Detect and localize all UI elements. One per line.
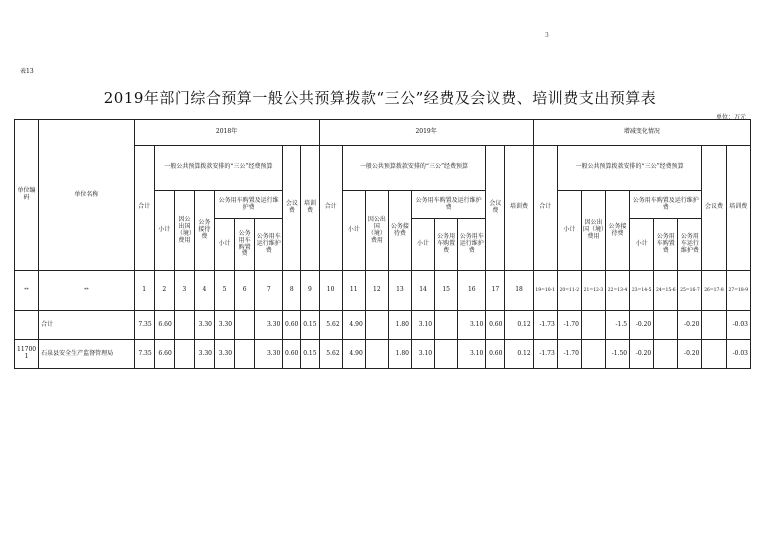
index-cell: 25=16-7 <box>678 271 702 311</box>
value-cell <box>435 340 458 369</box>
index-cell: 4 <box>194 271 214 311</box>
value-cell: -1.50 <box>606 340 630 369</box>
value-cell <box>174 311 194 340</box>
header-2019-vehicle-subtotal: 小计 <box>411 218 434 270</box>
header-change-vehicle-purchase: 公务用车购置费 <box>654 218 678 270</box>
header-2019-vehicle-purchase: 公务用车购置费 <box>435 218 458 270</box>
value-cell: 3.30 <box>255 340 283 369</box>
value-cell: 3.30 <box>255 311 283 340</box>
row-code <box>15 311 39 340</box>
header-2019-reception: 公务接待费 <box>388 191 411 271</box>
value-cell: -0.20 <box>630 311 654 340</box>
header-change-abroad: 因公出国（境）费用 <box>581 191 605 271</box>
header-2019-vehicle: 公务用车购置及运行维护费 <box>411 191 485 219</box>
value-cell: 0.15 <box>301 311 319 340</box>
header-2018-vehicle-purchase: 公务用车购置费 <box>235 218 255 270</box>
value-cell: -1.70 <box>557 311 581 340</box>
header-change-sangong: 一般公共预算拨款安排的“三公”经费预算 <box>557 145 702 191</box>
value-cell: 1.80 <box>388 340 411 369</box>
value-cell <box>435 311 458 340</box>
value-cell: -1.73 <box>533 311 557 340</box>
value-cell: 0.60 <box>486 311 505 340</box>
header-2018-meeting: 会议费 <box>283 145 301 271</box>
header-change-training: 培训费 <box>726 145 750 271</box>
header-2019-sangong: 一般公共预算拨款安排的“三公”经费预算 <box>342 145 486 191</box>
value-cell: 0.60 <box>283 311 301 340</box>
value-cell: 7.35 <box>134 340 154 369</box>
value-cell: 3.30 <box>214 311 234 340</box>
header-year-2018: 2018年 <box>134 120 319 146</box>
value-cell: 3.30 <box>214 340 234 369</box>
index-cell: 6 <box>235 271 255 311</box>
value-cell: 0.60 <box>486 340 505 369</box>
value-cell: -1.70 <box>557 340 581 369</box>
value-cell: -0.03 <box>726 311 750 340</box>
value-cell: 3.30 <box>194 340 214 369</box>
index-cell: 26=17-8 <box>702 271 726 311</box>
index-cell: 11 <box>342 271 365 311</box>
header-2019-total: 合计 <box>319 145 342 271</box>
header-2018-vehicle-subtotal: 小计 <box>214 218 234 270</box>
value-cell <box>235 340 255 369</box>
index-cell: 18 <box>505 271 533 311</box>
page-mark: 3 <box>545 32 549 39</box>
unit-label: 单位：万元 <box>715 114 746 121</box>
table-row <box>15 311 751 340</box>
value-cell <box>654 340 678 369</box>
value-cell <box>654 311 678 340</box>
index-cell: 16 <box>458 271 486 311</box>
value-cell: 5.62 <box>319 311 342 340</box>
header-2019-subtotal: 小计 <box>342 191 365 271</box>
index-cell: 27=18-9 <box>726 271 750 311</box>
index-cell: 15 <box>435 271 458 311</box>
value-cell: 3.10 <box>458 311 486 340</box>
index-cell: 9 <box>301 271 319 311</box>
index-cell: 22=13-4 <box>606 271 630 311</box>
index-cell: 1 <box>134 271 154 311</box>
value-cell <box>365 311 388 340</box>
header-2018-vehicle-operation: 公务用车运行维护费 <box>255 218 283 270</box>
page-title: 2019年部门综合预算一般公共预算拨款“三公”经费及会议费、培训费支出预算表 <box>103 89 657 107</box>
header-unit-name: 单位名称 <box>39 120 134 271</box>
header-2018-reception: 公务接待费 <box>194 191 214 271</box>
table-number: 表13 <box>20 68 34 75</box>
row-code: 117001 <box>15 340 39 369</box>
value-cell: 6.60 <box>154 340 174 369</box>
value-cell: 3.30 <box>194 311 214 340</box>
value-cell: 0.60 <box>283 340 301 369</box>
value-cell: 3.10 <box>411 340 434 369</box>
value-cell <box>174 340 194 369</box>
value-cell: 5.62 <box>319 340 342 369</box>
index-cell: 10 <box>319 271 342 311</box>
index-cell: 23=14-5 <box>630 271 654 311</box>
header-change-subtotal: 小计 <box>557 191 581 271</box>
index-cell: 8 <box>283 271 301 311</box>
value-cell <box>365 340 388 369</box>
header-2019-vehicle-operation: 公务用车运行维护费 <box>458 218 486 270</box>
index-cell: 13 <box>388 271 411 311</box>
value-cell <box>702 340 726 369</box>
header-change-total: 合计 <box>533 145 557 271</box>
header-2019-training: 培训费 <box>505 145 533 271</box>
index-cell: ** <box>15 271 39 311</box>
header-change-reception: 公务接待费 <box>606 191 630 271</box>
value-cell <box>581 340 605 369</box>
header-2018-vehicle: 公务用车购置及运行维护费 <box>214 191 282 219</box>
header-2018-abroad: 因公出国（境）费用 <box>174 191 194 271</box>
value-cell: 7.35 <box>134 311 154 340</box>
index-cell: 12 <box>365 271 388 311</box>
index-cell: ** <box>39 271 134 311</box>
value-cell: -0.20 <box>678 311 702 340</box>
value-cell: -0.20 <box>678 340 702 369</box>
header-2018-training: 培训费 <box>301 145 319 271</box>
value-cell: 3.10 <box>411 311 434 340</box>
header-2018-subtotal: 小计 <box>154 191 174 271</box>
value-cell: 4.90 <box>342 311 365 340</box>
header-2018-total: 合计 <box>134 145 154 271</box>
header-change-vehicle-operation: 公务用车运行维护费 <box>678 218 702 270</box>
value-cell: -1.5 <box>606 311 630 340</box>
value-cell: 3.10 <box>458 340 486 369</box>
index-cell: 14 <box>411 271 434 311</box>
index-cell: 20=11-2 <box>557 271 581 311</box>
index-cell: 5 <box>214 271 234 311</box>
index-cell: 7 <box>255 271 283 311</box>
index-cell: 3 <box>174 271 194 311</box>
value-cell: 1.80 <box>388 311 411 340</box>
header-change-meeting: 会议费 <box>702 145 726 271</box>
value-cell: 6.60 <box>154 311 174 340</box>
header-unit-code: 单位编码 <box>15 120 39 271</box>
row-name: 石泉县安全生产监督管理局 <box>39 340 134 369</box>
budget-table <box>14 119 751 369</box>
header-change-vehicle-subtotal: 小计 <box>630 218 654 270</box>
row-name: 合计 <box>39 311 134 340</box>
value-cell: -0.20 <box>630 340 654 369</box>
header-year-2019: 2019年 <box>319 120 533 146</box>
value-cell: 0.12 <box>505 311 533 340</box>
table-row <box>15 340 751 369</box>
value-cell: 0.12 <box>505 340 533 369</box>
index-row <box>15 271 751 311</box>
header-change-vehicle: 公务用车购置及运行维护费 <box>630 191 702 219</box>
header-2019-abroad: 因公出国（境）费用 <box>365 191 388 271</box>
value-cell <box>581 311 605 340</box>
value-cell <box>235 311 255 340</box>
header-change: 增减变化情况 <box>533 120 750 146</box>
value-cell: 4.90 <box>342 340 365 369</box>
index-cell: 24=15-6 <box>654 271 678 311</box>
value-cell: 0.15 <box>301 340 319 369</box>
index-cell: 2 <box>154 271 174 311</box>
index-cell: 19=10-1 <box>533 271 557 311</box>
header-2018-sangong: 一般公共预算拨款安排的“三公”经费预算 <box>154 145 283 191</box>
index-cell: 17 <box>486 271 505 311</box>
index-cell: 21=12-3 <box>581 271 605 311</box>
value-cell: -1.73 <box>533 340 557 369</box>
header-2019-meeting: 会议费 <box>486 145 505 271</box>
value-cell: -0.03 <box>726 340 750 369</box>
value-cell <box>702 311 726 340</box>
